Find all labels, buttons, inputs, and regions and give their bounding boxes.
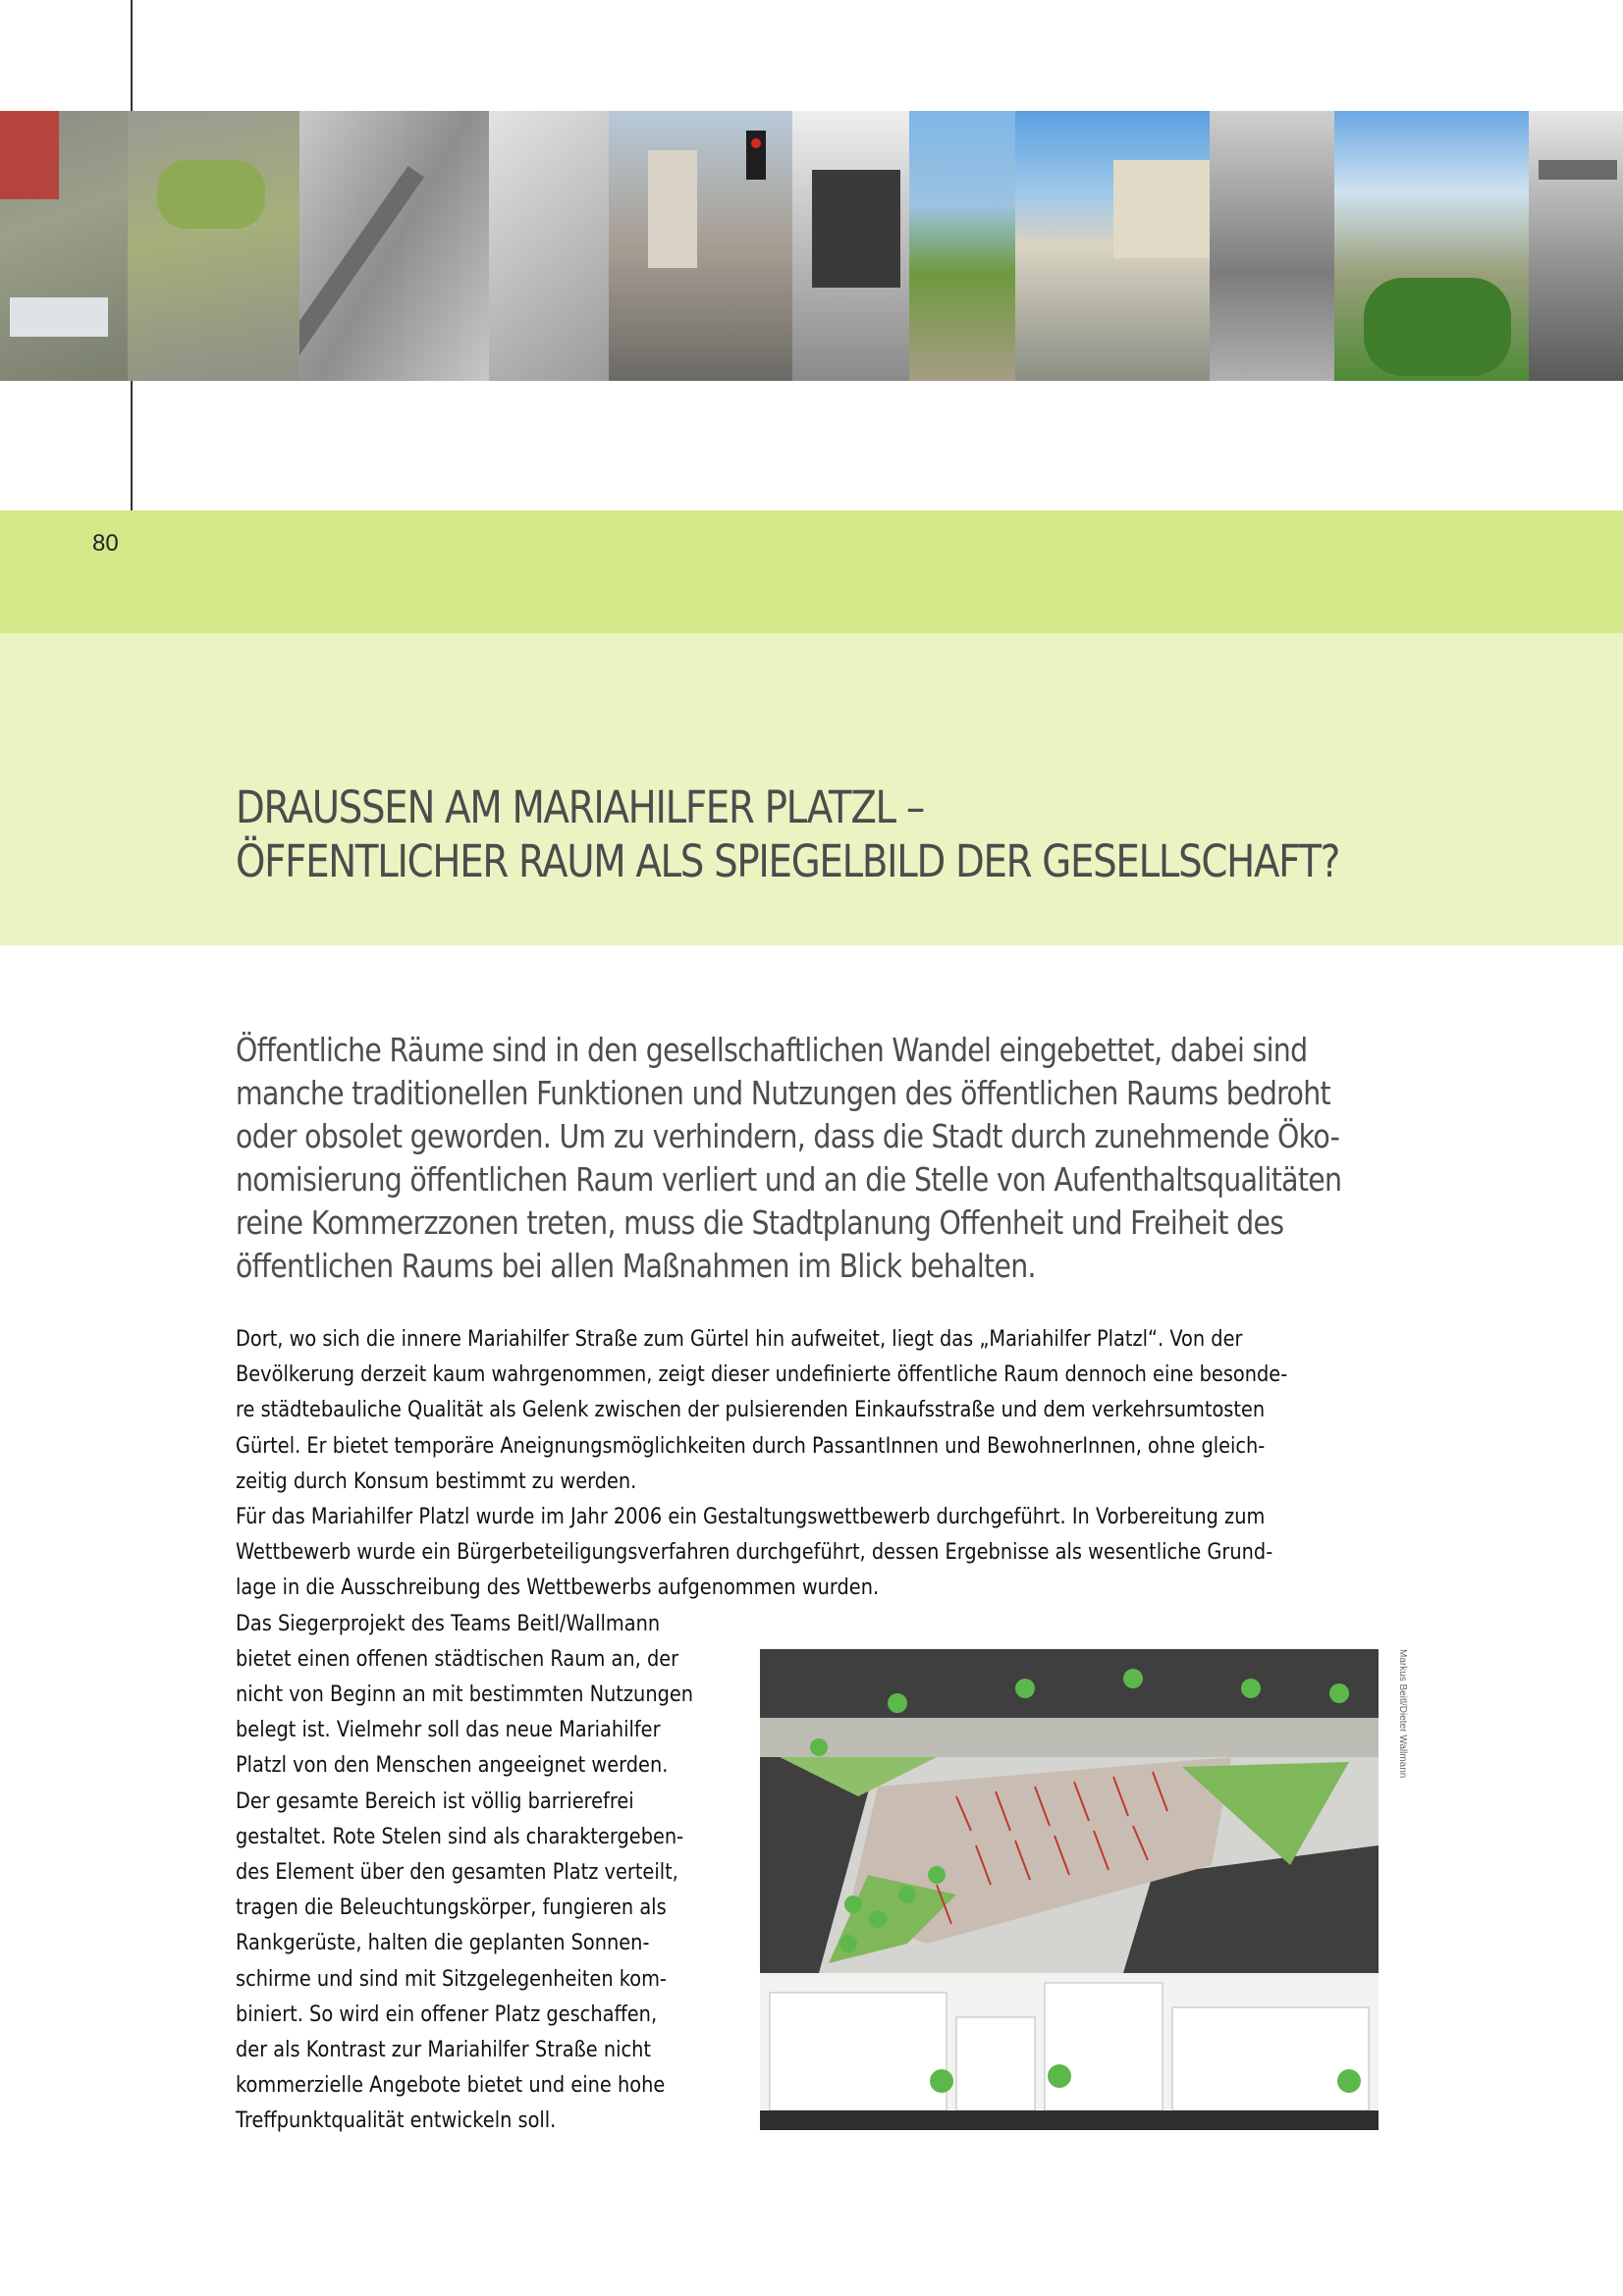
body-line: Bevölkerung derzeit kaum wahrgenommen, zeigt dieser undefinierte öffentliche Raum dennoch eine besonde- — [236, 1362, 1288, 1388]
plan-ground-bar — [760, 2110, 1379, 2130]
body-line: Rankgerüste, halten die geplanten Sonnen- — [236, 1930, 650, 1956]
body-line: des Element über den gesamten Platz verteilt, — [236, 1859, 678, 1886]
body-line: Platzl von den Menschen angeeignet werden. — [236, 1752, 669, 1779]
tree — [1241, 1679, 1261, 1698]
page-title — [236, 780, 1339, 888]
tree — [1329, 1683, 1349, 1703]
photo-street-signs — [609, 111, 792, 381]
body-line: Das Siegerprojekt des Teams Beitl/Wallmann — [236, 1610, 661, 1636]
title-line: ÖFFENTLICHER RAUM ALS SPIEGELBILD DER GESELLSCHAFT? — [236, 835, 1340, 887]
body-line: nicht von Beginn an mit bestimmten Nutzungen — [236, 1682, 694, 1708]
body-line: lage in die Ausschreibung des Wettbewerbs aufgenommen wurden. — [236, 1575, 880, 1601]
plan-street — [760, 1718, 1379, 1757]
photo-stairs — [489, 111, 610, 381]
tree — [844, 1896, 862, 1913]
plan-building-block — [760, 1649, 1379, 1718]
photo-escalator — [299, 111, 489, 381]
plan-facade — [956, 2017, 1035, 2110]
plan-facade — [1172, 2007, 1369, 2110]
photo-park-lawn — [909, 111, 1015, 381]
tree — [1015, 1679, 1035, 1698]
lead-line: reine Kommerzzonen treten, muss die Stadtplanung Offenheit und Freiheit des — [236, 1203, 1284, 1242]
tree — [1123, 1669, 1143, 1688]
plan-facade — [770, 1993, 947, 2110]
body-line: kommerzielle Angebote bietet und eine hohe — [236, 2072, 666, 2099]
lead-line: nomisierung öffentlichen Raum verliert und an die Stelle von Aufenthaltsqualitäten — [236, 1160, 1342, 1199]
body-line: Dort, wo sich die innere Mariahilfer Straße zum Gürtel hin aufweitet, liegt das „Mariahilfer Platzl“. Von der — [236, 1326, 1243, 1352]
lead-line: manche traditionellen Funktionen und Nutzungen des öffentlichen Raums bedroht — [236, 1074, 1330, 1112]
photo-plaza-lawn — [128, 111, 298, 381]
image-credit-text: Markus Beitl/Dieter Wallmann — [1397, 1649, 1408, 1779]
photo-aerial-square — [0, 111, 128, 381]
tree — [898, 1886, 916, 1903]
body-line: tragen die Beleuchtungskörper, fungieren als — [236, 1895, 667, 1921]
tree — [888, 1693, 907, 1713]
body-line: re städtebauliche Qualität als Gelenk zwischen der pulsierenden Einkaufsstraße und dem verkehrsumtosten — [236, 1397, 1266, 1423]
body-line: Für das Mariahilfer Platzl wurde im Jahr 2006 ein Gestaltungswettbewerb durchgeführt. In Vorbereitung zum — [236, 1504, 1266, 1530]
tree — [930, 2069, 953, 2093]
body-line: Der gesamte Bereich ist völlig barrierefrei — [236, 1788, 634, 1814]
tree — [1048, 2064, 1071, 2088]
photo-cosmos-building — [1529, 111, 1623, 381]
photo-street-trees — [1334, 111, 1529, 381]
body-line: Treffpunktqualität entwickeln soll. — [236, 2108, 557, 2134]
lead-line: öffentlichen Raums bei allen Maßnahmen im Blick behalten. — [236, 1247, 1036, 1285]
photo-collage — [0, 111, 1623, 381]
body-line: biniert. So wird ein offener Platz geschaffen, — [236, 2001, 658, 2027]
lead-line: Öffentliche Räume sind in den gesellschaftlichen Wandel eingebettet, dabei sind — [236, 1031, 1308, 1069]
tree — [928, 1866, 946, 1884]
body-line: Gürtel. Er bietet temporäre Aneignungsmöglichkeiten durch PassantInnen und BewohnerInnen, ohne gleich- — [236, 1432, 1266, 1459]
body-line: gestaltet. Rote Stelen sind als charaktergeben- — [236, 1823, 684, 1849]
plan-facade — [1045, 1983, 1163, 2110]
photo-boulevard — [1015, 111, 1210, 381]
body-line: belegt ist. Vielmehr soll das neue Mariahilfer — [236, 1717, 661, 1743]
page-number: 80 — [92, 530, 119, 557]
site-plan-illustration — [760, 1649, 1379, 2130]
body-line: Wettbewerb wurde ein Bürgerbeteiligungsverfahren durchgeführt, dessen Ergebnisse als wesentliche Grund- — [236, 1539, 1273, 1566]
title-line: DRAUSSEN AM MARIAHILFER PLATZL – — [236, 781, 924, 833]
tree — [1337, 2069, 1361, 2093]
photo-billboard — [792, 111, 909, 381]
tree — [839, 1935, 857, 1952]
body-line: schirme und sind mit Sitzgelegenheiten kom- — [236, 1965, 667, 1992]
body-line: bietet einen offenen städtischen Raum an, der — [236, 1645, 679, 1672]
tree — [869, 1910, 887, 1928]
image-credit — [1396, 1649, 1410, 1787]
body-line: der als Kontrast zur Mariahilfer Straße nicht — [236, 2037, 651, 2063]
photo-historic-bw — [1210, 111, 1333, 381]
body-line: zeitig durch Konsum bestimmt zu werden. — [236, 1468, 637, 1494]
header-band — [0, 510, 1623, 633]
lead-paragraph — [236, 1029, 1376, 1288]
lead-line: oder obsolet geworden. Um zu verhindern, dass die Stadt durch zunehmende Öko- — [236, 1117, 1340, 1155]
tree — [810, 1738, 828, 1756]
